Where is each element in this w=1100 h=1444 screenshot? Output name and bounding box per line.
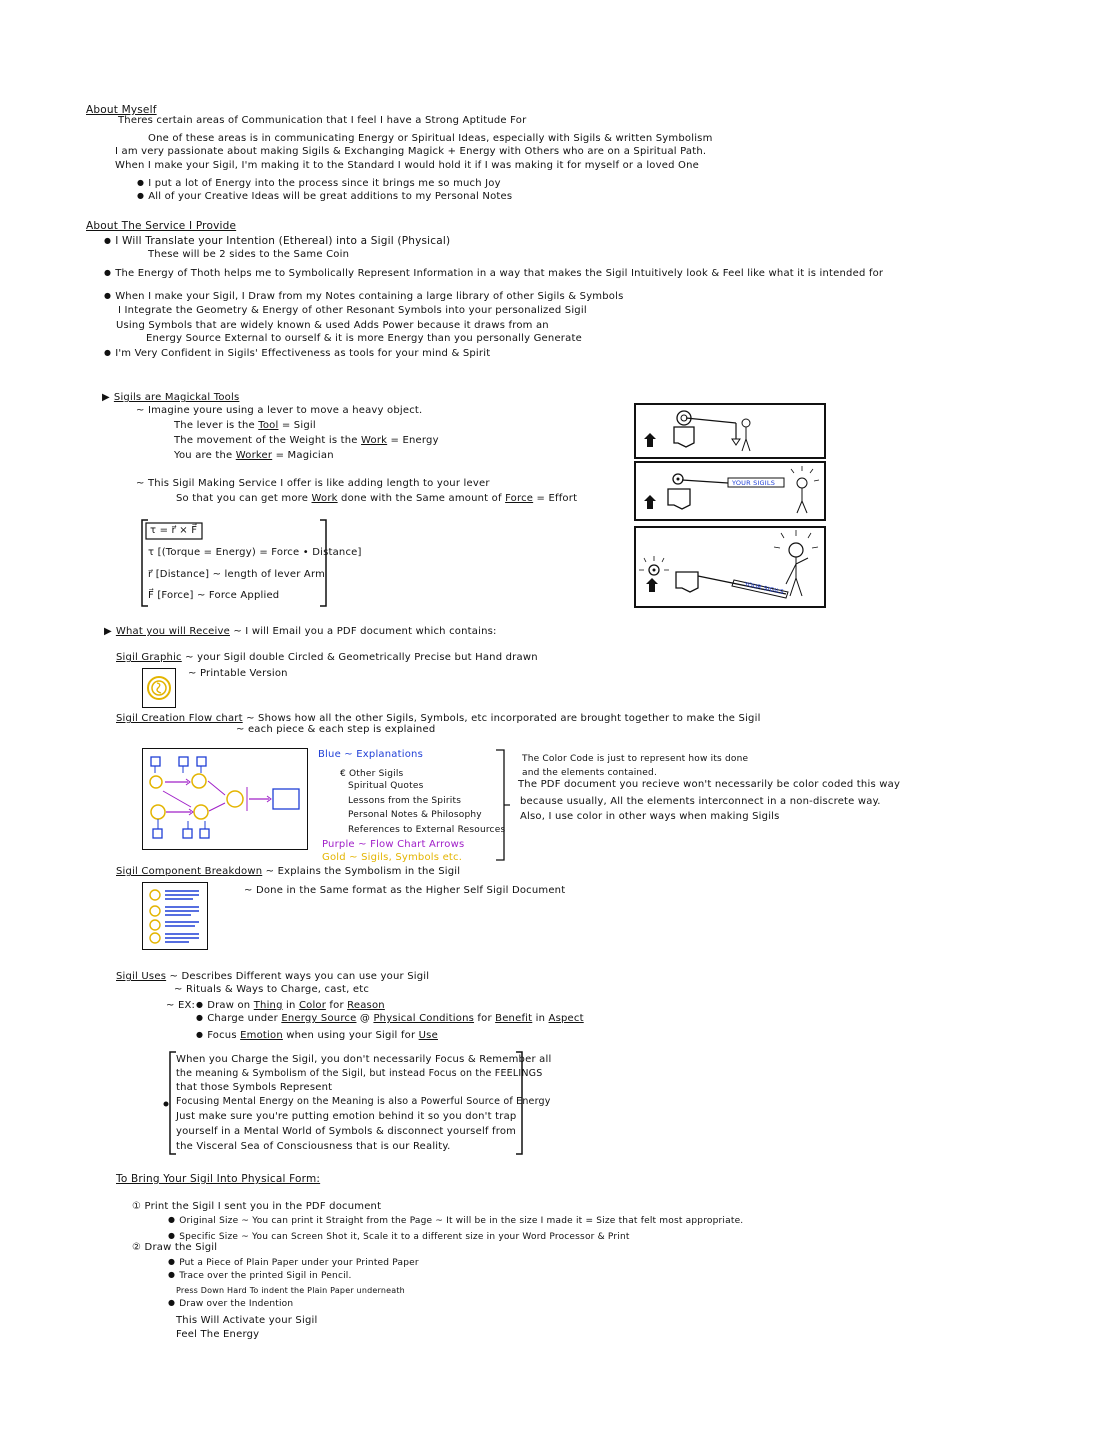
component-breakdown-line-2: ~ Done in the Same format as the Higher Self Sigil Document [244,885,566,896]
flow-chart-line: Sigil Creation Flow chart ~ Shows how all the other Sigils, Symbols, etc incorporated are brought together to make the Sigil [116,713,761,724]
color-note-3: The PDF document you recieve won't necessarily be color coded this way [518,779,901,790]
service-bullet-3-line-3: Using Symbols that are widely known & used Adds Power because it draws from an [116,320,549,331]
legend-brace [494,748,514,864]
lever-panel-2 [634,461,826,521]
sigil-graphic-printable: ~ Printable Version [188,668,288,679]
physical-step-2: ② Draw the Sigil [132,1242,218,1253]
service-bullet-3-line-4: Energy Source External to ourself & it is more Energy than you personally Generate [146,333,582,344]
lever-panel-1 [634,403,826,459]
component-breakdown-doc [143,883,207,949]
sigil-uses-ex: ~ EX: [166,1000,196,1011]
legend-item-1: € Other Sigils [340,769,404,779]
legend-purple: Purple ~ Flow Chart Arrows [322,839,465,850]
lever-drawing-3 [636,528,824,606]
sigil-uses-example-2: ● Charge under Energy Source @ Physical Conditions for Benefit in Aspect [196,1013,584,1025]
formula-line-1: τ = r⃗ × F⃗ [150,525,198,536]
physical-step-1a: ● Original Size ~ You can print it Straight from the Page ~ It will be in the size I made it = Size that felt most appropriate. [168,1215,743,1227]
uses-note-5: Just make sure you're putting emotion behind it so you don't trap [176,1111,517,1122]
color-note-1: The Color Code is just to represent how its done [522,754,749,764]
physical-heading: To Bring Your Sigil Into Physical Form: [116,1173,321,1185]
about-line-1: Theres certain areas of Communication that I feel I have a Strong Aptitude For [118,115,527,126]
service-bullet-1-sub: These will be 2 sides to the Same Coin [148,249,350,260]
service-bullet-2: ● The Energy of Thoth helps me to Symbolically Represent Information in a way that makes the Sigil Intuitively look & Feel like what it is intended for [104,268,883,280]
legend-gold: Gold ~ Sigils, Symbols etc. [322,852,463,863]
sigil-uses-example-1: ● Draw on Thing in Color for Reason [196,1000,385,1012]
formula-line-3: r⃗ [Distance] ~ length of lever Arm [148,569,326,580]
tools-line-1: ~ Imagine youre using a lever to move a heavy object. [136,405,423,416]
service-bullet-3-line-2: I Integrate the Geometry & Energy of other Resonant Symbols into your personalized Sigil [118,305,587,316]
lever-drawing-1 [636,405,824,457]
about-bullet-1: ● I put a lot of Energy into the process since it brings me so much Joy [137,178,501,190]
physical-step-1b: ● Specific Size ~ You can Screen Shot it, Scale it to a different size in your Word Processor & Print [168,1231,630,1243]
about-myself-heading: About Myself [86,104,157,116]
tools-line-6: So that you can get more Work done with the Same amount of Force = Effort [176,493,578,504]
color-note-4: because usually, All the elements interconnect in a non-discrete way. [520,796,881,807]
legend-blue: Blue ~ Explanations [318,749,423,760]
sigil-graphic-thumbnail [142,668,176,708]
service-bullet-3: ● When I make your Sigil, I Draw from my Notes containing a large library of other Sigils & Symbols [104,291,624,303]
physical-step-2c: Press Down Hard To indent the Plain Paper underneath [176,1286,405,1295]
physical-step-2b: ● Trace over the printed Sigil in Pencil. [168,1270,352,1282]
sigil-uses-line: Sigil Uses ~ Describes Different ways you can use your Sigil [116,971,430,982]
lever-label-1: YOUR SIGILS [732,479,776,487]
color-note-5: Also, I use color in other ways when making Sigils [520,811,780,822]
uses-note-1: When you Charge the Sigil, you don't necessarily Focus & Remember all [176,1054,552,1065]
formula-line-2: τ [(Torque = Energy) = Force • Distance] [148,547,362,558]
lever-label-2: YOUR SIGILS [743,580,785,597]
flow-chart-thumbnail [142,748,308,850]
uses-note-7: the Visceral Sea of Consciousness that is our Reality. [176,1141,451,1152]
uses-note-3: that those Symbols Represent [176,1082,333,1093]
physical-step-2a: ● Put a Piece of Plain Paper under your Printed Paper [168,1257,419,1269]
flow-chart-diagram [143,749,307,849]
flow-chart-line-2: ~ each piece & each step is explained [236,724,436,735]
service-heading: About The Service I Provide [86,220,237,232]
lever-drawing-2 [636,463,824,519]
formula-line-4: F⃗ [Force] ~ Force Applied [148,590,280,601]
service-bullet-1: ● I Will Translate your Intention (Ethereal) into a Sigil (Physical) [104,235,450,248]
about-line-3: I am very passionate about making Sigils & Exchanging Magick + Energy with Others who are on a Spiritual Path. [115,146,707,157]
color-note-2: and the elements contained. [522,768,658,778]
uses-note-4: Focusing Mental Energy on the Meaning is also a Powerful Source of Energy [176,1096,551,1107]
tools-heading: ▶ Sigils are Magickal Tools [102,392,239,404]
sigil-uses-line-2: ~ Rituals & Ways to Charge, cast, etc [174,984,370,995]
sigil-graphic-line: Sigil Graphic ~ your Sigil double Circled & Geometrically Precise but Hand drawn [116,652,538,663]
receive-heading: ▶ What you will Receive ~ I will Email you a PDF document which contains: [104,626,497,638]
component-breakdown-thumbnail [142,882,208,950]
legend-item-2: Spiritual Quotes [348,781,424,791]
tools-line-4: You are the Worker = Magician [174,450,334,461]
sigil-graphic-icon [143,669,175,707]
physical-step-1: ① Print the Sigil I sent you in the PDF document [132,1201,382,1212]
about-line-2: One of these areas is in communicating Energy or Spiritual Ideas, especially with Sigils & written Symbolism [148,133,713,144]
uses-note-6: yourself in a Mental World of Symbols & disconnect yourself from [176,1126,517,1137]
component-breakdown-line: Sigil Component Breakdown ~ Explains the Symbolism in the Sigil [116,866,461,877]
tools-line-5: ~ This Sigil Making Service I offer is like adding length to your lever [136,478,490,489]
tools-line-2: The lever is the Tool = Sigil [174,420,316,431]
lever-panel-3 [634,526,826,608]
legend-item-5: References to External Resources [348,825,506,835]
physical-step-2e: This Will Activate your Sigil [176,1315,318,1326]
uses-note-2: the meaning & Symbolism of the Sigil, but instead Focus on the FEELINGS [176,1068,543,1079]
physical-step-2f: Feel The Energy [176,1329,260,1340]
legend-item-4: Personal Notes & Philosophy [348,810,482,820]
physical-step-2d: ● Draw over the Indention [168,1298,293,1310]
legend-item-3: Lessons from the Spirits [348,796,462,806]
service-bullet-4: ● I'm Very Confident in Sigils' Effectiveness as tools for your mind & Spirit [104,348,490,360]
about-bullet-2: ● All of your Creative Ideas will be great additions to my Personal Notes [137,191,512,203]
tools-line-3: The movement of the Weight is the Work = Energy [174,435,439,446]
about-line-4: When I make your Sigil, I'm making it to the Standard I would hold it if I was making it for myself or a loved One [115,160,699,171]
sigil-uses-example-3: ● Focus Emotion when using your Sigil for Use [196,1030,438,1042]
